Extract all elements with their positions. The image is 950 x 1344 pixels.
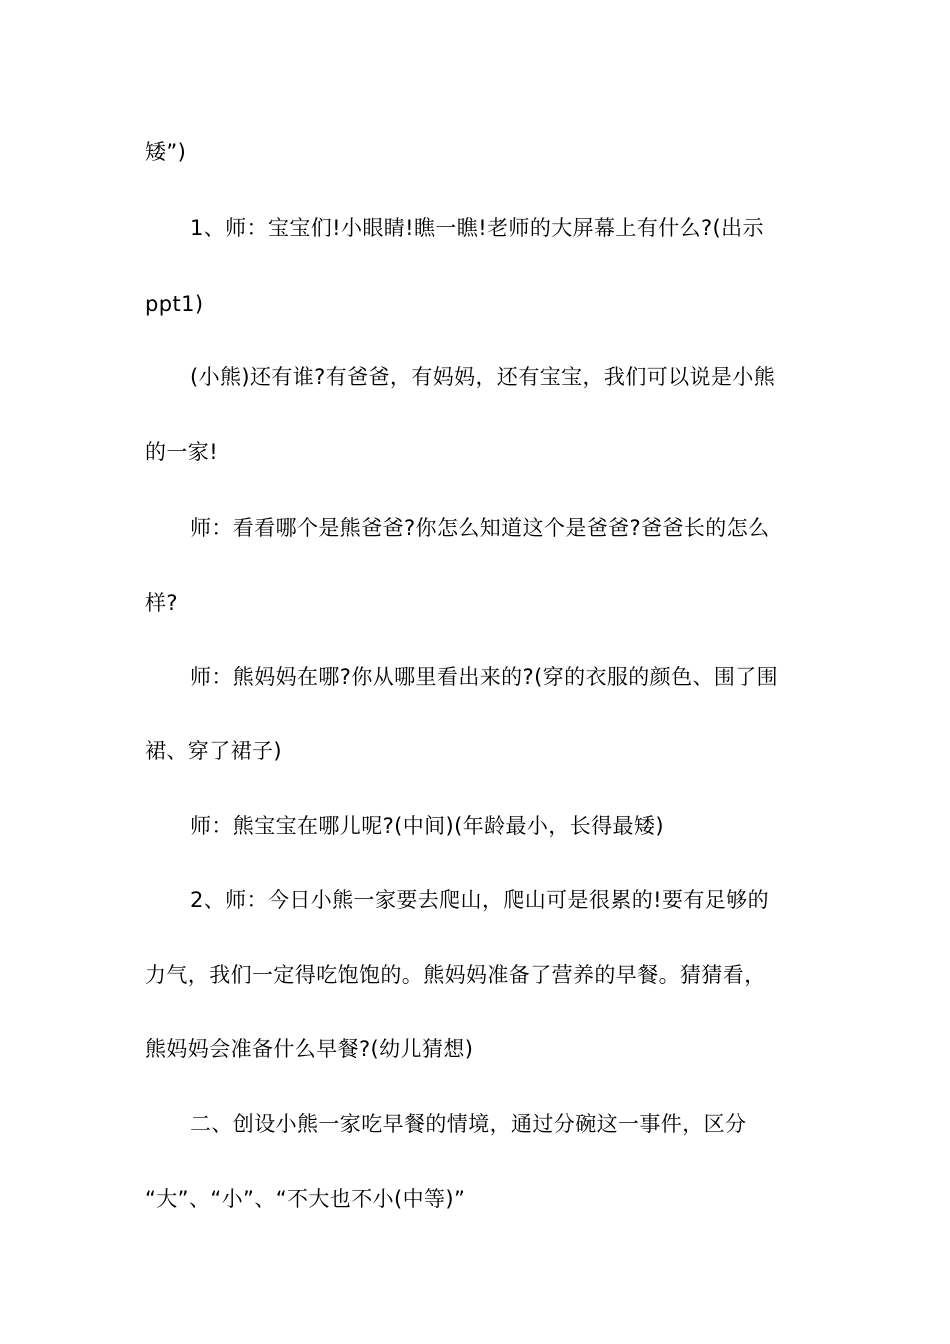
text-line: 力气，我们一定得吃饱饱的。熊妈妈准备了营养的早餐。猜猜看， — [145, 963, 766, 987]
text-line: 裙、穿了裙子) — [145, 739, 282, 763]
text-line: 2、师：今日小熊一家要去爬山，爬山可是很累的!要有足够的 — [190, 888, 769, 912]
text-line: ppt1) — [145, 292, 204, 316]
text-line: 1、师：宝宝们!小眼睛!瞧一瞧!老师的大屏幕上有什么?(出示 — [190, 216, 764, 240]
text-line: “大”、“小”、“不大也不小(中等)” — [145, 1187, 466, 1211]
text-line: (小熊)还有谁?有爸爸，有妈妈，还有宝宝，我们可以说是小熊 — [190, 365, 776, 389]
text-line: 师：看看哪个是熊爸爸?你怎么知道这个是爸爸?爸爸长的怎么 — [190, 516, 770, 540]
text-line: 矮”) — [145, 140, 187, 164]
text-line: 熊妈妈会准备什么早餐?(幼儿猜想) — [145, 1037, 474, 1061]
text-line: 师：熊妈妈在哪?你从哪里看出来的?(穿的衣服的颜色、围了围 — [190, 665, 779, 689]
text-line: 的一家! — [145, 440, 219, 464]
text-line: 二、创设小熊一家吃早餐的情境，通过分碗这一事件，区分 — [190, 1112, 747, 1136]
text-line: 样? — [145, 591, 178, 615]
text-line: 师：熊宝宝在哪儿呢?(中间)(年龄最小，长得最矮) — [190, 814, 664, 838]
